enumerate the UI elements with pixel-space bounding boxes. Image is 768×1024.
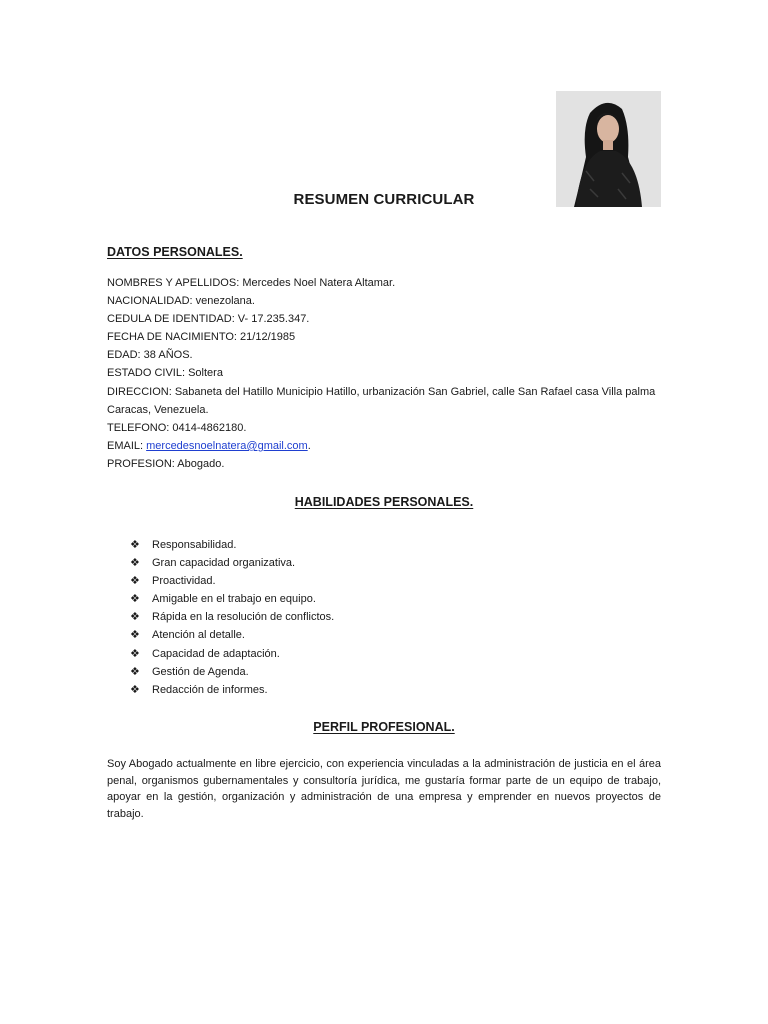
skill-label: Gestión de Agenda. bbox=[152, 665, 249, 678]
email-link[interactable]: mercedesnoelnatera@gmail.com bbox=[146, 439, 308, 452]
email-label: EMAIL: bbox=[107, 439, 147, 452]
full-name-line: NOMBRES Y APELLIDOS: Mercedes Noel Natera Altamar. bbox=[107, 277, 396, 289]
skill-label: Capacidad de adaptación. bbox=[152, 647, 280, 660]
list-item bbox=[130, 681, 334, 699]
address-line: DIRECCION: Sabaneta del Hatillo Municipio Hatillo, urbanización San Gabriel, calle San Rafael casa Villa palma Caracas, Venezuela. bbox=[107, 385, 656, 416]
civil-status-line: ESTADO CIVIL: Soltera bbox=[107, 367, 223, 380]
list-item bbox=[130, 572, 334, 590]
nationality-line: NACIONALIDAD: venezolana. bbox=[107, 295, 255, 308]
email-line bbox=[107, 437, 667, 455]
skill-label: Responsabilidad. bbox=[152, 539, 237, 551]
profile-photo bbox=[556, 91, 661, 207]
list-item bbox=[130, 626, 334, 644]
diamond-bullet-icon: ❖ bbox=[130, 611, 140, 624]
skill-label: Atención al detalle. bbox=[152, 629, 245, 642]
skill-label: Amigable en el trabajo en equipo. bbox=[152, 593, 316, 606]
list-item bbox=[130, 608, 334, 626]
diamond-bullet-icon: ❖ bbox=[130, 683, 140, 696]
skill-label: Gran capacidad organizativa. bbox=[152, 557, 296, 570]
person-portrait-icon bbox=[556, 91, 661, 207]
profile-heading: PERFIL PROFESIONAL. bbox=[313, 720, 455, 734]
email-suffix: . bbox=[307, 439, 311, 452]
profile-paragraph: Soy Abogado actualmente en libre ejercicio, con experiencia vinculadas a la administración de justicia en el área penal, organismos gubernamentales y consultoría jurídica, me gustaría formar parte de un equipo de trabajo, apoyar en la gestión, organización y administración de una empresa y emprender en nuevos proyectos de trabajo. bbox=[107, 758, 661, 820]
list-item bbox=[130, 554, 334, 572]
diamond-bullet-icon: ❖ bbox=[130, 557, 140, 570]
skill-label: Proactividad. bbox=[152, 575, 216, 588]
phone-line: TELEFONO: 0414-4862180. bbox=[107, 421, 247, 434]
diamond-bullet-icon: ❖ bbox=[130, 575, 140, 588]
list-item bbox=[130, 645, 334, 663]
skill-label: Redacción de informes. bbox=[152, 683, 268, 696]
diamond-bullet-icon: ❖ bbox=[130, 665, 140, 678]
skills-list bbox=[130, 536, 334, 699]
birth-date-line: FECHA DE NACIMIENTO: 21/12/1985 bbox=[107, 331, 296, 344]
diamond-bullet-icon: ❖ bbox=[130, 629, 140, 642]
diamond-bullet-icon: ❖ bbox=[130, 593, 140, 606]
skills-heading: HABILIDADES PERSONALES. bbox=[294, 495, 474, 509]
personal-data-list bbox=[107, 274, 667, 473]
list-item bbox=[130, 663, 334, 681]
diamond-bullet-icon: ❖ bbox=[130, 539, 140, 551]
skill-label: Rápida en la resolución de conflictos. bbox=[152, 611, 335, 624]
personal-data-heading: DATOS PERSONALES. bbox=[107, 245, 243, 259]
age-line: EDAD: 38 AÑOS. bbox=[107, 349, 193, 362]
document-title: RESUMEN CURRICULAR bbox=[293, 191, 475, 208]
profession-line: PROFESION: Abogado. bbox=[107, 457, 225, 470]
diamond-bullet-icon: ❖ bbox=[130, 647, 140, 660]
list-item bbox=[130, 536, 334, 554]
id-number-line: CEDULA DE IDENTIDAD: V- 17.235.347. bbox=[107, 313, 310, 326]
list-item bbox=[130, 590, 334, 608]
